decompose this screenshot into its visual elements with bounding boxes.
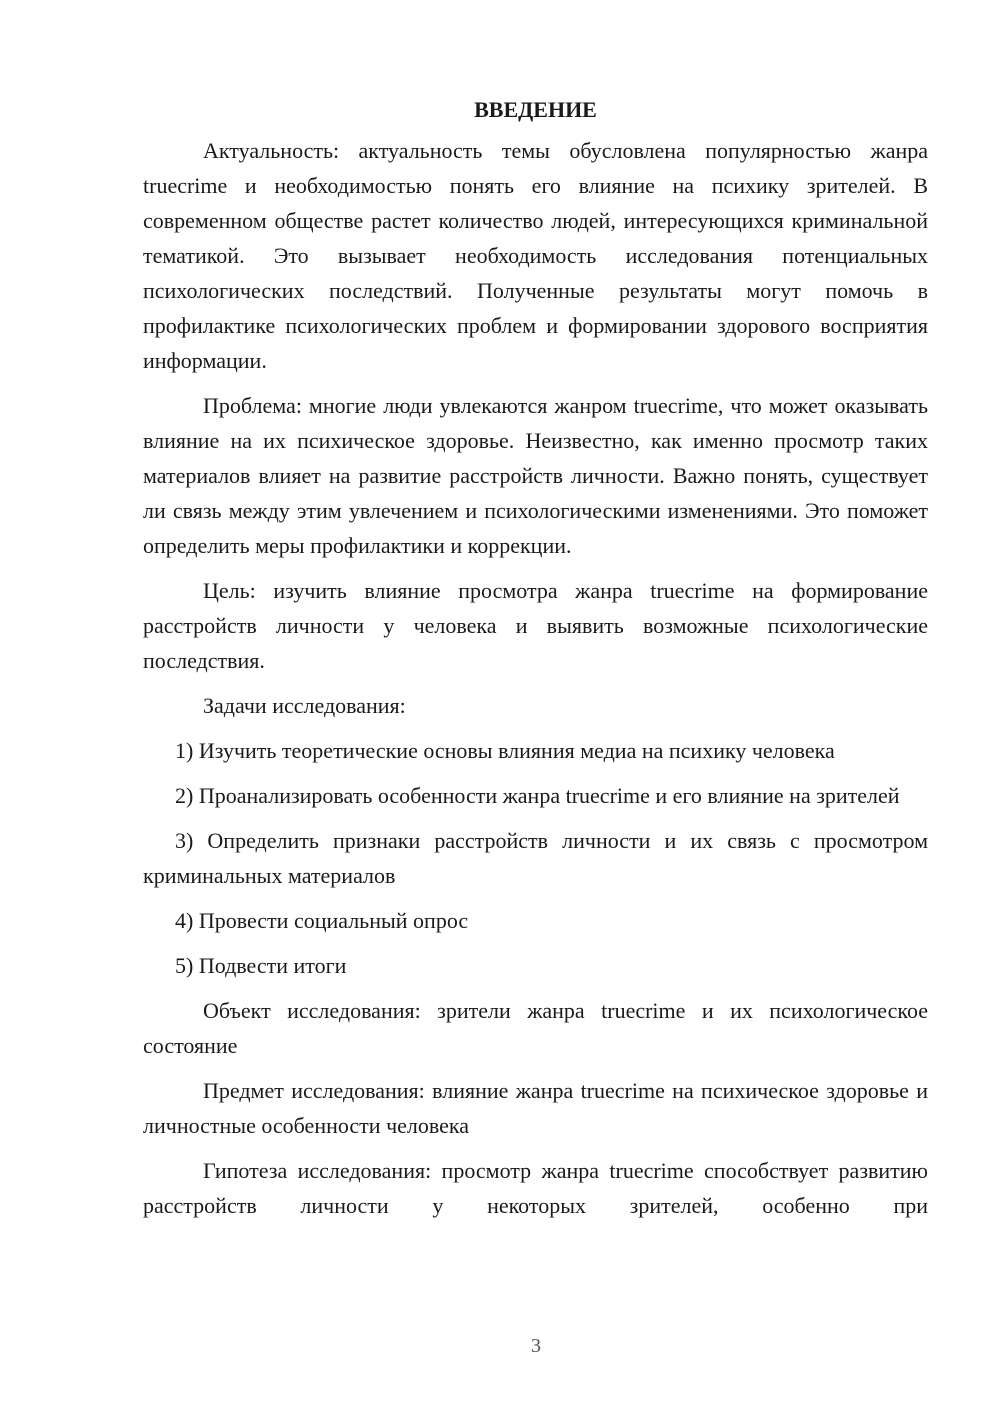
page-content	[143, 92, 928, 1233]
object-paragraph: Объект исследования: зрители жанра truecrime и их психологическое состояние	[143, 998, 928, 1058]
tasks-label: Задачи исследования:	[203, 693, 406, 718]
problem-paragraph: Проблема: многие люди увлекаются жанром truecrime, что может оказывать влияние на их психическое здоровье. Неизвестно, как именно просмотр таких материалов влияет на развитие расстройств личности. Важно понять, существует ли связь между этим увлечением и психологическими изменениями. Это поможет определить меры профилактики и коррекции.	[143, 393, 928, 558]
section-heading: ВВЕДЕНИЕ	[474, 97, 597, 122]
task-item-2: 2) Проанализировать особенности жанра truecrime и его влияние на зрителей	[175, 783, 900, 808]
goal-paragraph: Цель: изучить влияние просмотра жанра truecrime на формирование расстройств личности у человека и выявить возможные психологические последствия.	[143, 578, 928, 673]
task-item-5: 5) Подвести итоги	[175, 953, 347, 978]
page-number: 3	[531, 1335, 541, 1357]
subject-paragraph: Предмет исследования: влияние жанра truecrime на психическое здоровье и личностные особенности человека	[143, 1078, 928, 1138]
hypothesis-paragraph: Гипотеза исследования: просмотр жанра truecrime способствует развитию расстройств личности у некоторых зрителей, особенно при	[143, 1158, 928, 1218]
relevance-paragraph: Актуальность: актуальность темы обусловлена популярностью жанра truecrime и необходимостью понять его влияние на психику зрителей. В современном обществе растет количество людей, интересующихся криминальной тематикой. Это вызывает необходимость исследования потенциальных психологических последствий. Полученные результаты могут помочь в профилактике психологических проблем и формировании здорового восприятия информации.	[143, 138, 928, 373]
task-item-1: 1) Изучить теоретические основы влияния медиа на психику человека	[175, 738, 835, 763]
task-item-3: 3) Определить признаки расстройств личности и их связь с просмотром криминальных материалов	[143, 828, 928, 888]
task-item-4: 4) Провести социальный опрос	[175, 908, 469, 933]
